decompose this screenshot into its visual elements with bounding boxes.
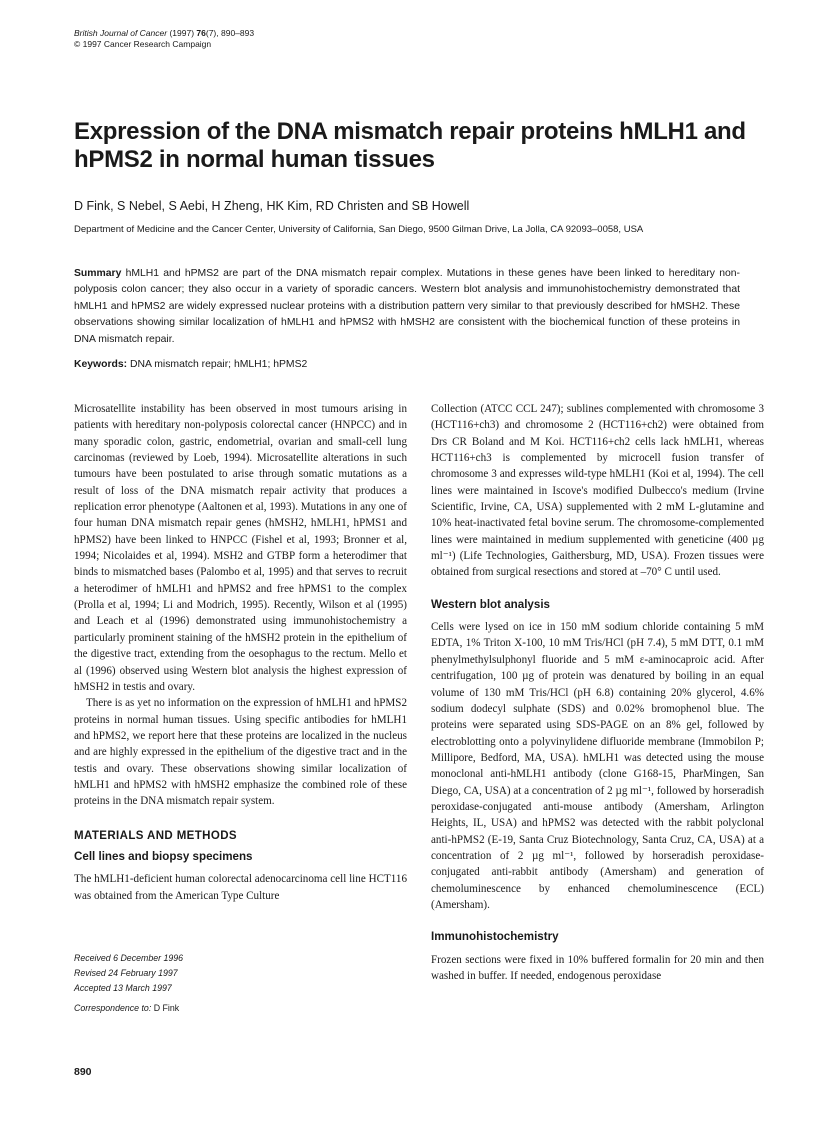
article-title: Expression of the DNA mismatch repair proteins hMLH1 and hPMS2 in normal human tissues [74, 118, 746, 173]
revised-date: Revised 24 February 1997 [74, 968, 178, 978]
correspondence-label: Correspondence to: [74, 1003, 152, 1013]
materials-methods-heading: MATERIALS AND METHODS [74, 829, 238, 842]
journal-citation [74, 28, 254, 39]
copyright-line: © 1997 Cancer Research Campaign [74, 39, 212, 49]
author-list: D Fink, S Nebel, S Aebi, H Zheng, HK Kim, RD Christen and SB Howell [74, 199, 470, 213]
cell-lines-paragraph: The hMLH1-deficient human colorectal adenocarcinoma cell line HCT116 was obtained from the American Type Culture [74, 873, 407, 902]
summary-text: hMLH1 and hPMS2 are part of the DNA mismatch repair complex. Mutations in these genes have been linked to hereditary non-polyposis colon cancer; they also occur in a variety of sporadic cancers. Western blot analysis and immunohistochemistry demonstrated that hMLH1 and hPMS2 are widely expressed nuclear proteins with a distribution pattern very similar to that previously described for hMSH2. These observations showing similar localization of hMLH1 and hPMS2 with hMSH2 are consistent with the biochemical function of these proteins in DNA mismatch repair. [74, 268, 740, 345]
cell-lines-continued: Collection (ATCC CCL 247); sublines complemented with chromosome 3 (HCT116+ch3) and chromosome 2 (HCT116+ch2) were obtained from Drs CR Boland and M Koi. HCT116+ch2 cells lack hMLH1, whereas HCT116+ch3 is complemented by microcell fusion transfer of chromosome 3 and expresses wild-type hMLH1 (Koi et al, 1994). The cell lines were maintained in Iscove's modified Dulbecco's medium (Irvine Scientific, Irvine, CA, USA) supplemented with 2 mM L-glutamine and 10% heat-inactivated fetal bovine serum. The chromosome-complemented lines were maintained in medium supplemented with geneticine (400 µg ml⁻¹) (Life Technologies, Gaithersburg, MD, USA). Frozen tissues were obtained from surgical resections and stored at –70° C until used. [431, 403, 764, 579]
western-blot-paragraph: Cells were lysed on ice in 150 mM sodium chloride containing 5 mM EDTA, 1% Triton X-100, 10 mM Tris/HCl (pH 7.4), 5 mM DTT, 0.1 mM phenylmethylsulphonyl fluoride and 5 mM ε-aminocaproic acid. After centrifugation, 100 µg of protein was denatured by boiling in an equal volume of 130 mM Tris/HCl (pH 6.8) containing 20% glycerol, 4.6% sodium dodecyl sulphate (SDS) and 0.02% bromophenol blue. The proteins were separated using SDS-PAGE on an 8% gel, followed by electroblotting onto a polyvinylidene difluoride membrane (Immobilon P; Millipore, Bedford, MA, USA). hMLH1 was detected using the mouse monoclonal anti-hMLH1 antibody (clone G168-15, PharMingen, San Diego, CA, USA) at a concentration of 2 µg ml⁻¹, followed by horseradish peroxidase-conjugated anti-mouse antibody (Amersham, Arlington Heights, IL, USA) and hPMS2 was detected with the rabbit polyclonal anti-hPMS2 (E-19, Santa Cruz Biotechnology, Santa Cruz, CA, USA) at a concentration of 2 µg ml⁻¹, followed by horseradish peroxidase-conjugated anti-rabbit antibody (Amersham) and generation of chemoluminescence by enhanced chemoluminescence (ECL) (Amersham). [431, 621, 764, 911]
journal-year: (1997) [169, 28, 195, 38]
intro-paragraph-2: There is as yet no information on the expression of hMLH1 and hPMS2 proteins in normal human tissues. Using specific antibodies for hMLH1 and hPMS2, we report here that these proteins are localized in the nucleus and are highly expressed in the epithelium of the digestive tract and in the testis and ovary. These observations showing similar localization of hMLH1 and hPMS2 with hMSH2 emphasize the combined role of these proteins in the DNA mismatch repair system. [74, 697, 407, 808]
received-date: Received 6 December 1996 [74, 953, 184, 963]
intro-paragraph-1: Microsatellite instability has been observed in most tumours arising in patients with hereditary non-polyposis colorectal cancer (HNPCC) and in many sporadic colon, gastric, endometrial, ovarian and small-cell lung carcinomas (reviewed by Loeb, 1994). Microsatellite alterations in such tumours have been postulated to arise through somatic mutations as a result of loss of the DNA mismatch repair activity that produces a replication error phenotype (Aaltonen et al, 1993). Mutations in any one of four human DNA mismatch repair genes (hMSH2, hMLH1, hPMS1 and hPMS2) have been linked to HNPCC (Fishel et al, 1993; Bronner et al, 1994; Nicolaides et al, 1994). MSH2 and GTBP form a heterodimer that binds to mismatched bases (Palombo et al, 1995) and that serves to recruit a heterodimer of hMLH1 and hPMS2 and free hPMS1 to the complex (Prolla et al, 1994; Li and Modrich, 1995). Recently, Wilson et al (1995) and Leach et al (1996) demonstrated using immunohistochemistry a particularly prominent staining of the hMSH2 protein in the epithelium of the digestive tract, extending from the oesophagus to the rectum. Mello et al (1996) observed using Western blot analysis the highest expression of hMSH2 in testis and ovary. [74, 403, 407, 693]
masthead [74, 28, 254, 50]
cell-lines-heading: Cell lines and biopsy specimens [74, 849, 253, 863]
western-blot-heading: Western blot analysis [431, 597, 550, 611]
right-column [431, 401, 764, 984]
summary-label: Summary [74, 268, 122, 279]
accepted-date: Accepted 13 March 1997 [74, 983, 172, 993]
keywords [74, 358, 307, 372]
journal-name: British Journal of Cancer [74, 28, 168, 38]
summary-abstract [74, 266, 740, 348]
left-column [74, 401, 407, 904]
author-affiliation: Department of Medicine and the Cancer Center, University of California, San Diego, 9500 Gilman Drive, La Jolla, CA 92093–0058, USA [74, 224, 644, 235]
article-dates [74, 951, 183, 996]
keywords-label: Keywords: [74, 359, 128, 370]
immunohistochemistry-heading: Immunohistochemistry [431, 930, 559, 944]
correspondence [74, 1002, 179, 1014]
immunohistochemistry-paragraph: Frozen sections were fixed in 10% buffered formalin for 20 min and then washed in buffer. If needed, endogenous peroxidase [431, 953, 764, 982]
journal-issue-pages: (7), 890–893 [205, 28, 255, 38]
keywords-text: DNA mismatch repair; hMLH1; hPMS2 [130, 359, 308, 370]
page-number: 890 [74, 1066, 92, 1078]
journal-volume: 76 [196, 28, 206, 38]
correspondence-name: D Fink [153, 1003, 180, 1013]
